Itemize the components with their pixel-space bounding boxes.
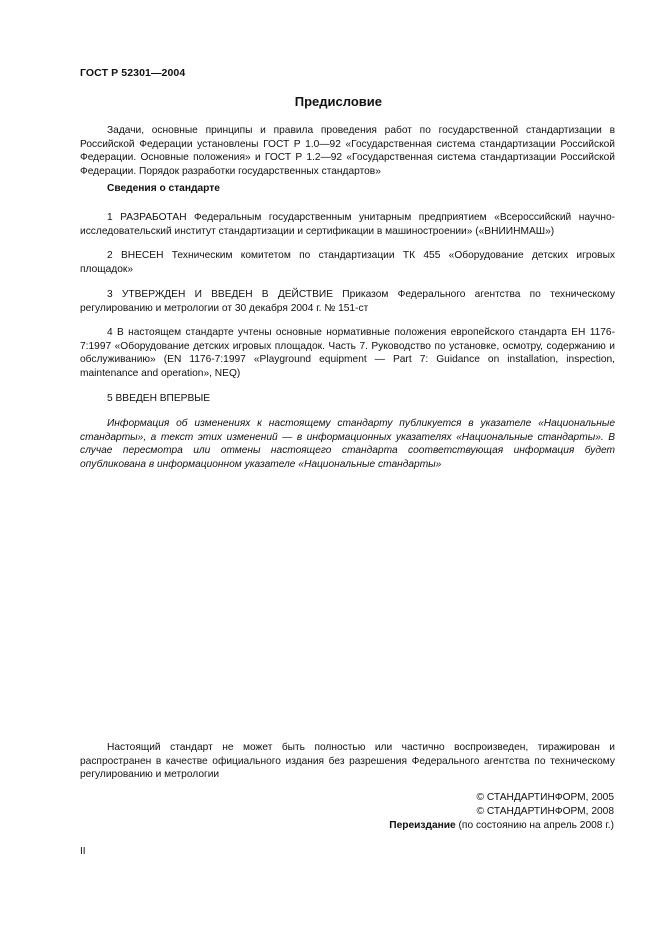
reprint-line bbox=[389, 819, 614, 833]
reprint-label: Переиздание bbox=[389, 819, 456, 831]
reproduction-notice: Настоящий стандарт не может быть полностью или частично воспроизведен, тиражирован и распространен в качестве официального издания без разрешения Федерального агентства по техническому регулированию и метрологии bbox=[80, 742, 615, 781]
standard-code-header: ГОСТ Р 52301—2004 bbox=[80, 67, 186, 79]
section-title: Предисловие bbox=[294, 94, 382, 109]
reprint-note: (по состоянию на апрель 2008 г.) bbox=[455, 819, 614, 831]
intro-paragraph: Задачи, основные принципы и правила проведения работ по государственной стандартизации в Российской Федерации установлены ГОСТ Р 1.0—92 «Государственная система стандартизации Российской Федерации. Основные положения» и ГОСТ Р 1.2—92 «Государственная система стандартизации Российской Федерации. Порядок разработки государственных стандартов» bbox=[80, 125, 615, 177]
standard-info-subheading: Сведения о стандарте bbox=[107, 183, 220, 194]
page-number: II bbox=[80, 846, 86, 857]
item-developed: 1 РАЗРАБОТАН Федеральным государственным унитарным предприятием «Всероссийский научно-исследовательский институт стандартизации и сертификации в машиностроении» («ВНИИНМАШ») bbox=[80, 212, 615, 237]
item-approved: 3 УТВЕРЖДЕН И ВВЕДЕН В ДЕЙСТВИЕ Приказом Федерального агентства по техническому регулированию и метрологии от 30 декабря 2004 г. № 151-ст bbox=[80, 289, 615, 314]
copyright-line-2005: © СТАНДАРТИНФОРМ, 2005 bbox=[476, 792, 614, 803]
item-harmonization: 4 В настоящем стандарте учтены основные нормативные положения европейского стандарта ЕН 1176-7:1997 «Оборудование детских игровых площадок. Часть 7. Руководство по установке, осмотру, содержанию и обслуживанию» (EN 1176-7:1997 «Playground equipment — Part 7: Guidance on installation, inspection, maintenance and operation», NEQ) bbox=[80, 327, 615, 379]
item-submitted: 2 ВНЕСЕН Техническим комитетом по стандартизации ТК 455 «Оборудование детских игровых площадок» bbox=[80, 250, 615, 275]
changes-info-note: Информация об изменениях к настоящему стандарту публикуется в указателе «Национальные стандарты», а текст этих изменений — в информационных указателях «Национальные стандарты». В случае пересмотра или отмены настоящего стандарта соответствующая информация будет опубликована в информационном указателе «Национальные стандарты» bbox=[80, 418, 615, 470]
copyright-line-2008: © СТАНДАРТИНФОРМ, 2008 bbox=[476, 805, 614, 817]
item-first-introduced: 5 ВВЕДЕН ВПЕРВЫЕ bbox=[107, 393, 211, 404]
copyright-block bbox=[389, 791, 614, 832]
